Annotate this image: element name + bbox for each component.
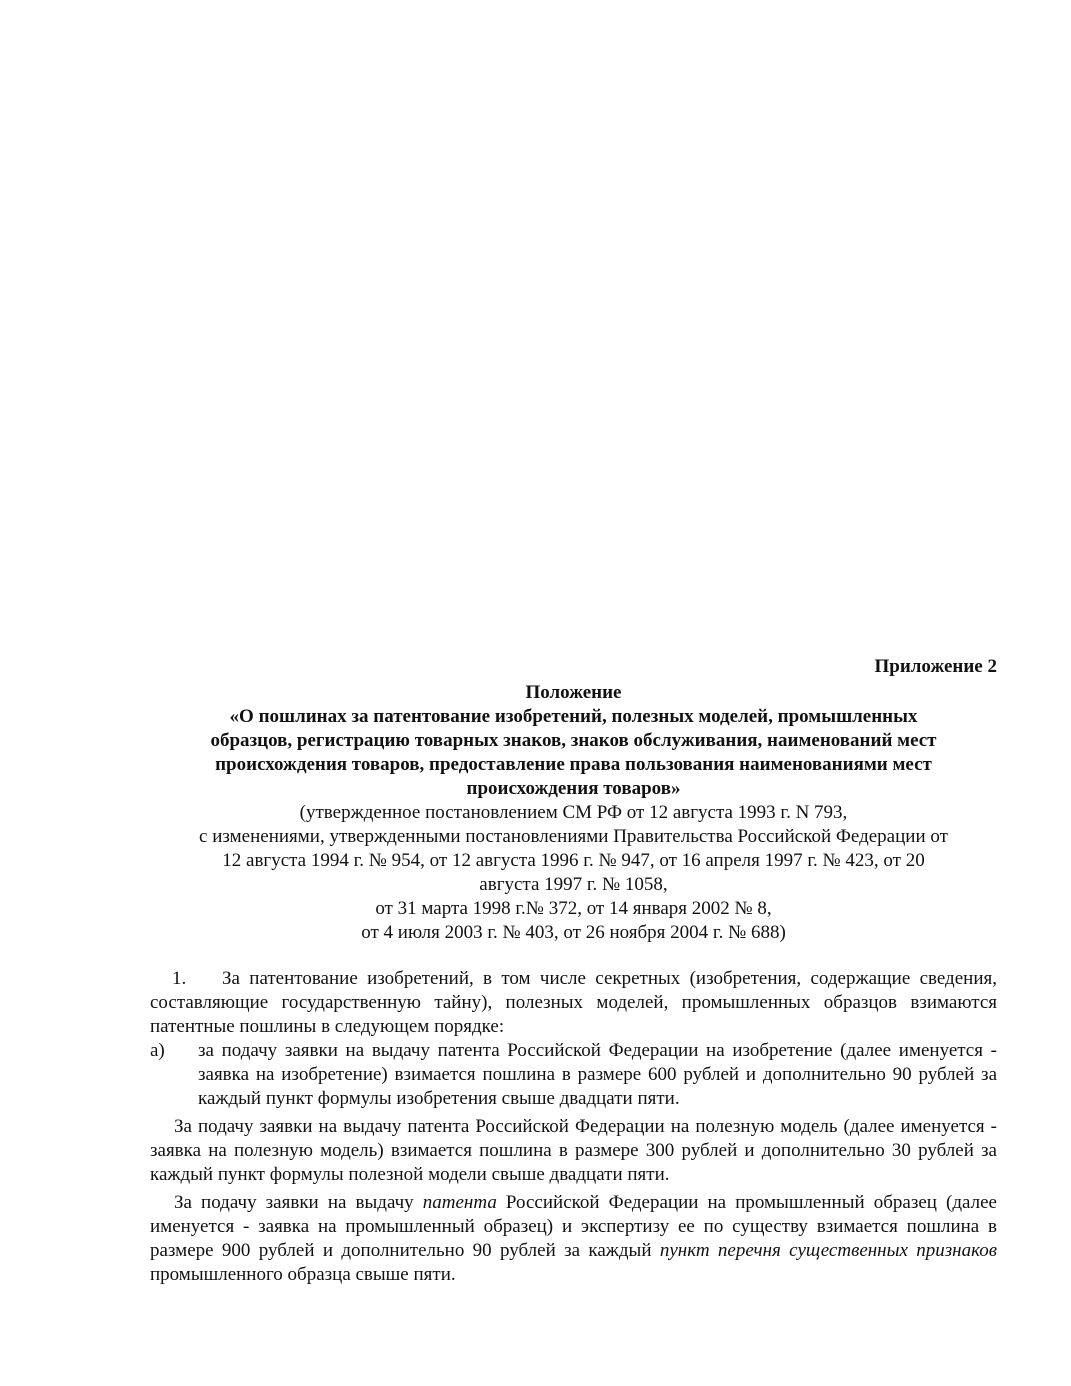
design-text-part: Российской Федерации на промышленный образец (далее именуется - заявка на промышленный образец) и экспертизу ее по существу взимается пошлина в размере 900 рублей и дополнительно 90 рублей за каждый [150, 1192, 997, 1261]
title-line: происхождения товаров» [466, 778, 681, 799]
title-line: Положение [525, 682, 622, 703]
title-line: «О пошлинах за патентование изобретений, полезных моделей, промышленных [229, 706, 918, 727]
appendix-label: Приложение 2 [874, 656, 997, 677]
utility-model-paragraph: За подачу заявки на выдачу патента Российской Федерации на полезную модель (далее именуется - заявка на полезную модель) взимается пошлина в размере 300 рублей и дополнительно 30 рублей за каждый пункт формулы полезной модели свыше двадцати пяти. [150, 1116, 997, 1185]
approval-line: с изменениями, утвержденными постановлениями Правительства Российской Федерации от [199, 826, 948, 847]
design-text-part: За подачу заявки на выдачу [174, 1192, 423, 1213]
section-1-text: За патентование изобретений, в том числе секретных (изобретения, содержащие сведения, составляющие государственную тайну), полезных моделей, промышленных образцов взимаются патентные пошлины в следующем порядке: [150, 968, 997, 1037]
list-item-a-text: за подачу заявки на выдачу патента Российской Федерации на изобретение (далее именуется - заявка на изобретение) взимается пошлина в размере 600 рублей и дополнительно 90 рублей за каждый пункт формулы изобретения свыше двадцати пяти. [198, 1040, 997, 1109]
title-line: образцов, регистрацию товарных знаков, знаков обслуживания, наименований мест [210, 730, 937, 751]
industrial-design-paragraph [150, 1191, 997, 1287]
document-body [150, 967, 997, 1287]
approval-line: от 31 марта 1998 г.№ 372, от 14 января 2002 № 8, [375, 898, 772, 919]
document-title [150, 681, 997, 801]
section-1-paragraph [150, 967, 997, 1039]
design-text-part: промышленного образца свыше пяти. [150, 1264, 456, 1285]
approval-line: 12 августа 1994 г. № 954, от 12 августа 1996 г. № 947, от 16 апреля 1997 г. № 423, от 20 [222, 850, 925, 871]
title-line: происхождения товаров, предоставление права пользования наименованиями мест [215, 754, 932, 775]
approval-note [150, 801, 997, 945]
design-italic-term: патента [422, 1192, 497, 1213]
list-item-a-label: а) [150, 1040, 165, 1061]
section-1-number: 1. [172, 968, 187, 989]
approval-line: от 4 июля 2003 г. № 403, от 26 ноября 2004 г. № 688) [361, 922, 786, 943]
design-italic-term: пункт перечня существенных признаков [659, 1240, 997, 1261]
approval-line: (утвержденное постановлением СМ РФ от 12 августа 1993 г. N 793, [299, 802, 848, 823]
approval-line: августа 1997 г. № 1058, [479, 874, 668, 895]
list-item-a [150, 1039, 997, 1115]
document-content [150, 655, 997, 1291]
